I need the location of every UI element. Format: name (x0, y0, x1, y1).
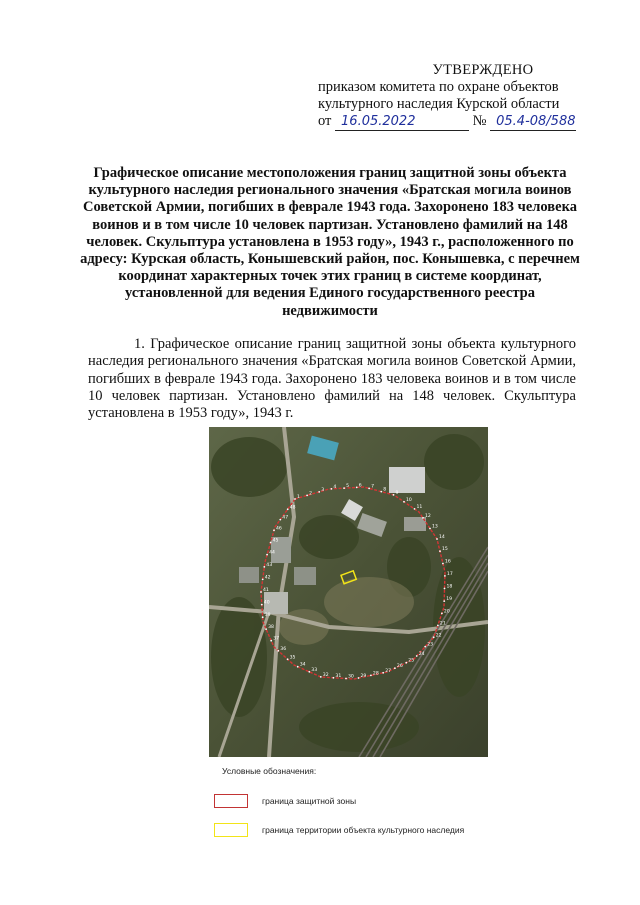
zone-point-marker (277, 650, 279, 652)
zone-point-marker (331, 488, 333, 490)
zone-point-marker (294, 498, 296, 500)
legend-label-territory: граница территории объекта культурного наследия (262, 825, 465, 835)
zone-point-label: 29 (360, 674, 367, 679)
zone-point-marker (382, 672, 384, 674)
zone-point-marker (414, 508, 416, 510)
zone-point-marker (443, 600, 445, 602)
zone-point-label: 28 (372, 671, 379, 677)
zone-point-marker (306, 495, 308, 497)
zone-point-label: 32 (322, 672, 329, 678)
zone-point-marker (403, 501, 405, 503)
zone-point-marker (320, 676, 322, 678)
approval-order-line (318, 113, 618, 131)
zone-point-marker (422, 517, 424, 519)
zone-point-label: 6 (358, 483, 362, 489)
zone-point-label: 17 (446, 571, 453, 577)
zone-point-label: 27 (385, 668, 392, 674)
zone-point-marker (439, 550, 441, 552)
zone-point-marker (270, 542, 272, 544)
zone-point-marker (416, 655, 418, 657)
zone-point-label: 5 (346, 484, 350, 490)
zone-point-label: 3 (321, 487, 325, 493)
zone-point-marker (279, 519, 281, 521)
zone-point-label: 24 (418, 652, 425, 657)
zone-point-label: 15 (442, 547, 448, 553)
zone-point-label: 10 (406, 497, 412, 503)
zone-point-label: 19 (446, 597, 453, 603)
zone-point-marker (263, 566, 265, 568)
zone-point-label: 44 (269, 550, 275, 556)
zone-point-marker (318, 491, 320, 493)
zone-point-marker (442, 563, 444, 565)
zone-point-label: 40 (263, 600, 270, 606)
zone-point-label: 23 (427, 642, 434, 648)
zone-point-label: 46 (276, 526, 282, 532)
zone-point-marker (405, 662, 407, 664)
zone-point-marker (308, 671, 310, 673)
zone-point-marker (273, 529, 275, 531)
zone-point-label: 37 (273, 636, 280, 642)
building-grey-roof (389, 467, 425, 493)
zone-point-label: 7 (371, 484, 375, 490)
approval-block (318, 62, 618, 131)
zone-point-label: 31 (335, 673, 342, 679)
zone-point-marker (394, 667, 396, 669)
zone-point-label: 8 (383, 487, 387, 493)
zone-point-label: 25 (408, 658, 415, 664)
zone-point-marker (433, 636, 435, 638)
zone-point-label: 45 (272, 538, 279, 544)
zone-point-marker (287, 508, 289, 510)
zone-point-label: 21 (439, 621, 446, 627)
zone-point-label: 22 (435, 633, 442, 639)
zone-point-marker (393, 494, 395, 496)
legend-swatch-territory (214, 823, 248, 837)
zone-point-marker (444, 575, 446, 577)
legend-swatch-zone (214, 794, 248, 808)
zone-point-marker (343, 487, 345, 489)
zone-point-label: 1 (297, 495, 300, 500)
zone-point-label: 18 (446, 584, 453, 590)
building-2 (294, 567, 316, 585)
zone-point-marker (356, 487, 358, 489)
zone-point-label: 47 (282, 515, 289, 521)
zone-point-label: 30 (348, 674, 354, 680)
zone-point-label: 11 (416, 504, 423, 510)
zone-point-marker (437, 625, 439, 627)
aerial-map (209, 427, 488, 757)
zone-point-label: 14 (439, 535, 445, 540)
zone-point-marker (333, 677, 335, 679)
zone-point-label: 36 (280, 646, 287, 652)
zone-point-label: 16 (444, 559, 451, 565)
zone-point-marker (358, 677, 360, 679)
zone-point-label: 20 (443, 609, 450, 615)
number-label: № (472, 113, 487, 129)
zone-point-label: 9 (395, 490, 399, 496)
zone-point-label: 13 (432, 524, 438, 530)
zone-point-marker (380, 491, 382, 493)
zone-point-label: 35 (289, 655, 296, 661)
zone-point-marker (262, 616, 264, 618)
zone-point-marker (368, 488, 370, 490)
approval-title: УТВЕРЖДЕНО (432, 62, 534, 78)
zone-point-marker (297, 666, 299, 668)
aerial-map-image (209, 427, 488, 757)
zone-point-marker (287, 658, 289, 660)
order-number: 05.4-08/588 (490, 113, 576, 131)
zone-point-label: 26 (396, 664, 403, 670)
zone-point-label: 39 (264, 613, 271, 619)
legend-title: Условные обозначения: (222, 766, 317, 776)
zone-point-marker (262, 579, 264, 581)
zone-point-marker (441, 613, 443, 615)
document-title: Графическое описание местоположения границ защитной зоны объекта культурного наследия регионального значения «Братская могила воинов Советской Армии, погибших в феврале 1943 года. Захоронено 183 человека воинов и в том числе 10 человек партизан. Установлено фамилий на 148 человек. Скульптура установлена в 1953 году», 1943 г., расположенного по адресу: Курская область, Конышевский район, пос. Конышевка, с перечнем координат характерных точек этих границ в системе координат, установленной для ведения Единого государственного реестра недвижимости (80, 165, 580, 319)
zone-point-marker (436, 538, 438, 540)
zone-point-label: 2 (309, 491, 313, 497)
zone-point-marker (270, 640, 272, 642)
zone-point-marker (444, 588, 446, 590)
zone-point-label: 43 (266, 562, 273, 568)
building-6 (239, 567, 259, 583)
building-5 (404, 517, 426, 531)
zone-point-label: 33 (311, 667, 318, 673)
zone-point-label: 48 (289, 505, 296, 511)
zone-point-marker (370, 675, 372, 677)
zone-point-label: 4 (333, 484, 337, 490)
approval-line-1: приказом комитета по охране объектов (318, 79, 559, 95)
zone-point-label: 12 (425, 513, 431, 519)
approval-line-2: культурного наследия Курской области (318, 96, 560, 112)
zone-point-marker (265, 628, 267, 630)
order-date: 16.05.2022 (335, 113, 469, 131)
zone-point-marker (429, 528, 431, 530)
zone-point-label: 38 (268, 625, 274, 631)
zone-point-marker (424, 646, 426, 648)
zone-point-label: 34 (299, 662, 306, 668)
section-1-paragraph: 1. Графическое описание границ защитной зоны объекта культурного наследия регионального значения «Братская могила воинов Советской Армии, погибших в феврале 1943 года. Захоронено 183 человека воинов и в том числе 10 человек партизан. Установлено фамилий на 148 человек. Скульптура установлена в 1953 году», 1943 г. (88, 336, 576, 422)
zone-point-label: 41 (263, 588, 269, 593)
date-label: от (318, 113, 332, 129)
legend-label-zone: граница защитной зоны (262, 796, 357, 806)
zone-point-marker (260, 591, 262, 593)
zone-point-marker (261, 604, 263, 606)
zone-point-marker (266, 554, 268, 556)
zone-point-label: 42 (264, 575, 271, 581)
zone-point-marker (345, 678, 347, 680)
